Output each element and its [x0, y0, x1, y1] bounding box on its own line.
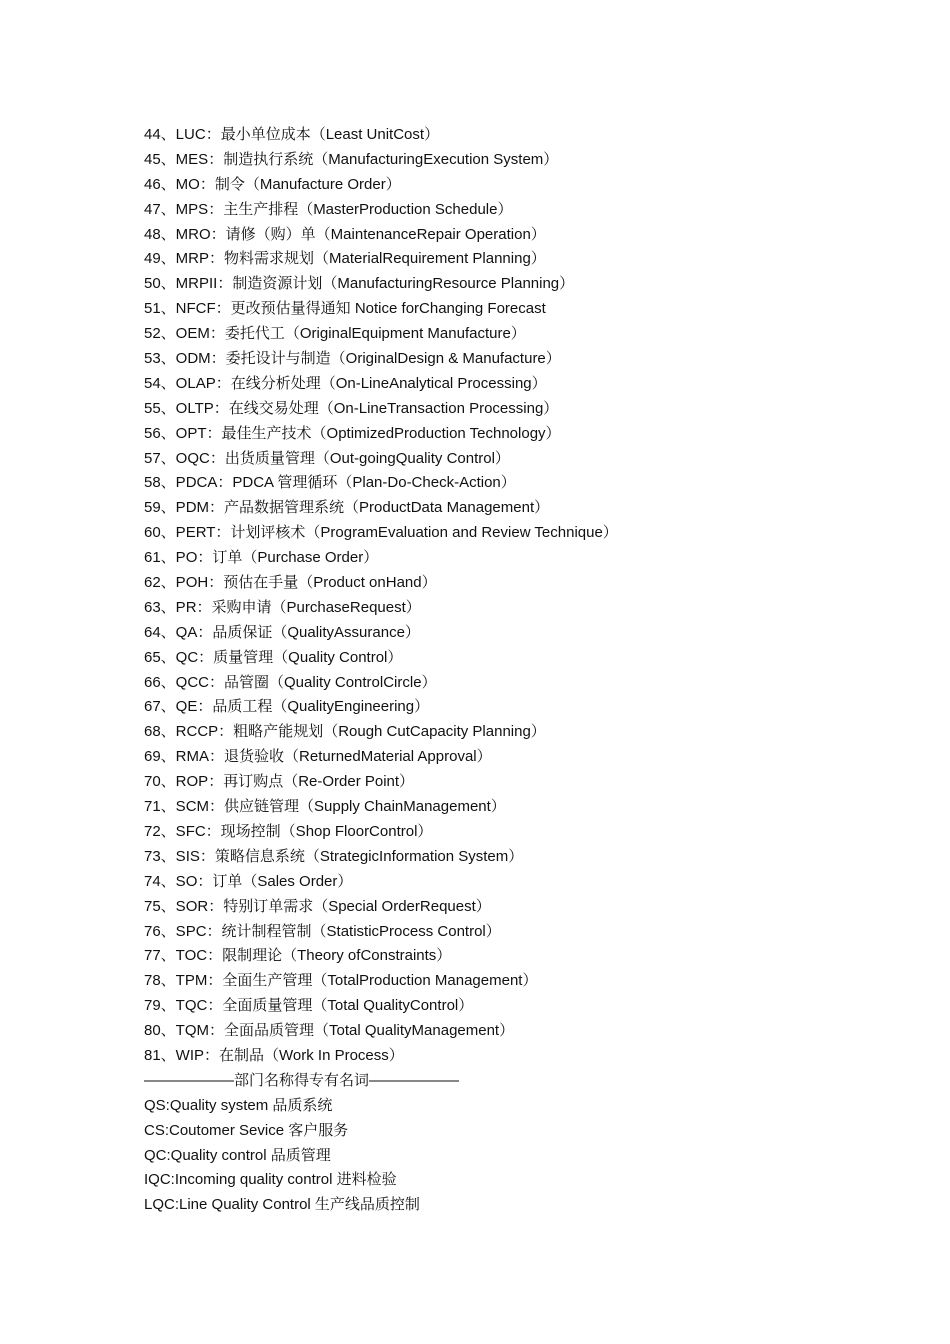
term-line-64: 64、QA：品质保证（QualityAssurance） — [144, 623, 420, 641]
term-line-63: 63、PR：采购申请（PurchaseRequest） — [144, 598, 421, 616]
term-line-74: 74、SO：订单（Sales Order） — [144, 872, 353, 890]
term-line-48: 48、MRO：请修（购）单（MaintenanceRepair Operation） — [144, 225, 546, 243]
term-line-58: 58、PDCA：PDCA 管理循环（Plan-Do-Check-Action） — [144, 474, 516, 492]
term-line-46: 46、MO：制令（Manufacture Order） — [144, 175, 401, 193]
term-line-69: 69、RMA：退货验收（ReturnedMaterial Approval） — [144, 748, 492, 766]
term-line-44: 44、LUC：最小单位成本（Least UnitCost） — [144, 126, 440, 143]
term-line-67: 67、QE：品质工程（QualityEngineering） — [144, 698, 430, 716]
term-line-62: 62、POH：预估在手量（Product onHand） — [144, 574, 437, 592]
term-line-51: 51、NFCF：更改预估量得通知 Notice forChanging Forecast — [144, 300, 546, 318]
term-line-50: 50、MRPII：制造资源计划（ManufacturingResource Planning） — [144, 275, 575, 293]
department-term-cs: CS:Coutomer Sevice 客户服务 — [144, 1121, 349, 1139]
term-line-45: 45、MES：制造执行系统（ManufacturingExecution System） — [144, 150, 559, 168]
term-line-72: 72、SFC：现场控制（Shop FloorControl） — [144, 822, 433, 840]
department-term-lqc: LQC:Line Quality Control 生产线品质控制 — [144, 1196, 420, 1214]
term-line-79: 79、TQC：全面质量管理（Total QualityControl） — [144, 997, 474, 1015]
term-line-73: 73、SIS：策略信息系统（StrategicInformation System） — [144, 847, 524, 865]
term-line-55: 55、OLTP：在线交易处理（On-LineTransaction Processing） — [144, 399, 559, 417]
department-term-iqc: IQC:Incoming quality control 进料检验 — [144, 1171, 397, 1189]
term-line-59: 59、PDM：产品数据管理系统（ProductData Management） — [144, 499, 550, 517]
term-line-60: 60、PERT：计划评核术（ProgramEvaluation and Review Technique） — [144, 524, 618, 542]
term-line-66: 66、QCC：品管圈（Quality ControlCircle） — [144, 673, 437, 691]
section-divider-heading: ——————部门名称得专有名词—————— — [144, 1071, 460, 1089]
term-line-80: 80、TQM：全面品质管理（Total QualityManagement） — [144, 1022, 515, 1040]
term-line-52: 52、OEM：委托代工（OriginalEquipment Manufacture） — [144, 325, 526, 343]
term-line-81: 81、WIP：在制品（Work In Process） — [144, 1046, 404, 1064]
term-line-56: 56、OPT：最佳生产技术（OptimizedProduction Technology） — [144, 424, 561, 442]
document-body — [144, 123, 904, 1218]
term-line-57: 57、OQC：出货质量管理（Out-goingQuality Control） — [144, 449, 510, 467]
term-line-76: 76、SPC：统计制程管制（StatisticProcess Control） — [144, 922, 501, 940]
term-line-75: 75、SOR：特别订单需求（Special OrderRequest） — [144, 897, 491, 915]
term-line-65: 65、QC：质量管理（Quality Control） — [144, 648, 403, 666]
term-line-71: 71、SCM：供应链管理（Supply ChainManagement） — [144, 798, 506, 816]
department-term-qc: QC:Quality control 品质管理 — [144, 1146, 331, 1164]
term-line-68: 68、RCCP：粗略产能规划（Rough CutCapacity Planning） — [144, 723, 546, 741]
term-line-61: 61、PO：订单（Purchase Order） — [144, 549, 379, 567]
term-line-70: 70、ROP：再订购点（Re-Order Point） — [144, 773, 415, 791]
term-line-78: 78、TPM：全面生产管理（TotalProduction Management） — [144, 972, 538, 990]
term-line-54: 54、OLAP：在线分析处理（On-LineAnalytical Processing） — [144, 374, 547, 392]
term-line-53: 53、ODM：委托设计与制造（OriginalDesign & Manufacture） — [144, 350, 561, 368]
term-line-77: 77、TOC：限制理论（Theory ofConstraints） — [144, 947, 452, 965]
term-line-49: 49、MRP：物料需求规划（MaterialRequirement Planning） — [144, 250, 546, 268]
department-term-qs: QS:Quality system 品质系统 — [144, 1096, 333, 1114]
term-line-47: 47、MPS：主生产排程（MasterProduction Schedule） — [144, 200, 513, 218]
